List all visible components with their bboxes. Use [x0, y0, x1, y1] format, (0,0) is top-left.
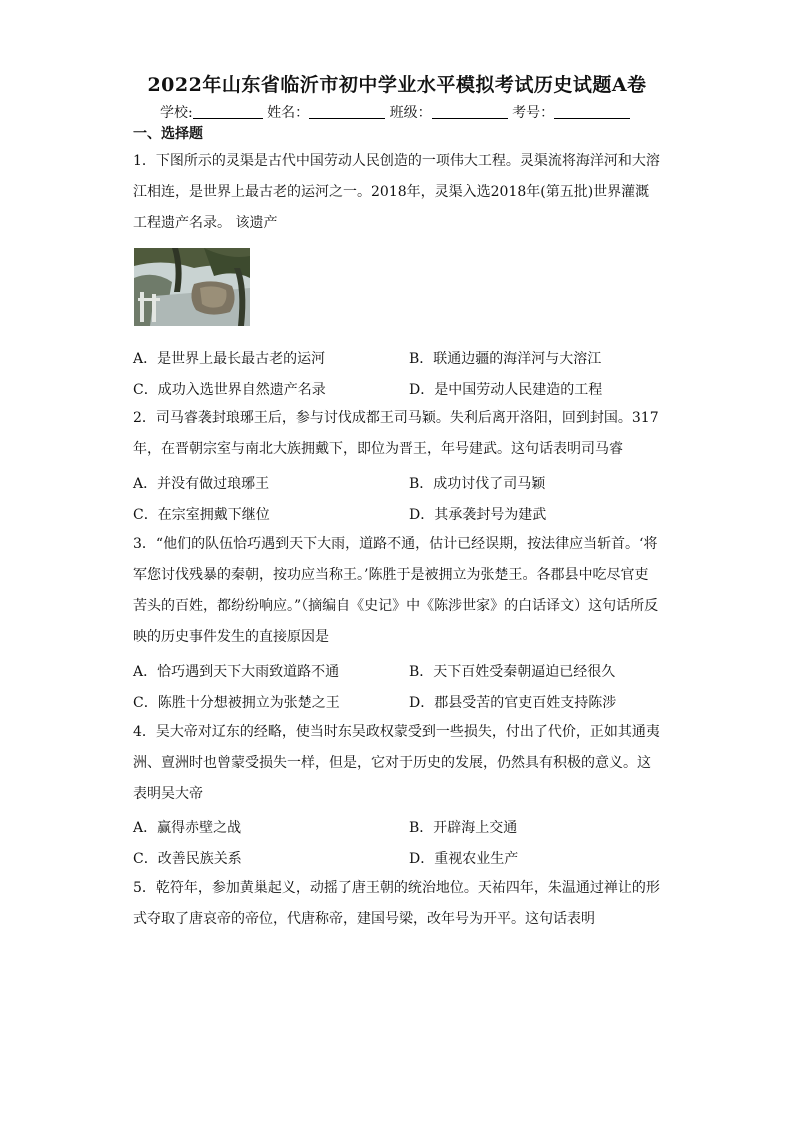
q2-option-a[interactable]: A．并没有做过琅琊王	[133, 476, 270, 492]
q4-option-b[interactable]: B．开辟海上交通	[409, 820, 518, 836]
q2-option-b[interactable]: B．成功讨伐了司马颖	[409, 476, 546, 492]
student-info-line	[160, 102, 630, 122]
q2-option-d[interactable]: D．其承袭封号为建武	[409, 507, 547, 523]
school-blank[interactable]	[193, 104, 263, 119]
school-label: 学校:	[160, 105, 193, 121]
q3-option-b[interactable]: B．天下百姓受秦朝逼迫已经很久	[409, 664, 616, 680]
question-2-stem: 2．司马睿袭封琅琊王后，参与讨伐成都王司马颖。失利后离开洛阳，回到封国。317年，在晋朝宗室与南北大族拥戴下，即位为晋王，年号建武。这句话表明司马睿	[133, 410, 659, 457]
q4-option-c[interactable]: C．改善民族关系	[133, 851, 242, 867]
class-label: 班级：	[389, 105, 432, 121]
q1-option-d[interactable]: D．是中国劳动人民建造的工程	[409, 382, 603, 398]
q3-option-c[interactable]: C．陈胜十分想被拥立为张楚之王	[133, 695, 340, 711]
canal-scene-image	[134, 248, 250, 326]
class-blank[interactable]	[432, 104, 508, 119]
q3-option-d[interactable]: D．郡县受苦的官吏百姓支持陈涉	[409, 695, 617, 711]
q1-option-c[interactable]: C．成功入选世界自然遗产名录	[133, 382, 326, 398]
q4-option-a[interactable]: A．赢得赤壁之战	[133, 820, 242, 836]
number-label: 考号：	[512, 105, 555, 121]
q2-option-c[interactable]: C．在宗室拥戴下继位	[133, 507, 270, 523]
name-label: 姓名：	[267, 105, 310, 121]
q1-option-a[interactable]: A．是世界上最长最古老的运河	[133, 351, 326, 367]
q4-option-d[interactable]: D．重视农业生产	[409, 851, 519, 867]
q3-option-a[interactable]: A．恰巧遇到天下大雨致道路不通	[133, 664, 340, 680]
name-blank[interactable]	[309, 104, 385, 119]
question-4-stem: 4．吴大帝对辽东的经略，使当时东吴政权蒙受到一些损失，付出了代价，正如其通夷洲、亶洲时也曾蒙受损失一样，但是，它对于历史的发展，仍然具有积极的意义。这表明吴大帝	[133, 724, 660, 802]
section-heading: 一、选择题	[133, 126, 203, 142]
question-5-stem: 5．乾符年，参加黄巢起义，动摇了唐王朝的统治地位。天祐四年，朱温通过禅让的形式夺取了唐哀帝的帝位，代唐称帝，建国号梁，改年号为开平。这句话表明	[133, 880, 660, 927]
lingqu-canal-photo	[134, 248, 250, 326]
question-3-stem: 3．“他们的队伍恰巧遇到天下大雨，道路不通，估计已经误期，按法律应当斩首。‘将军您讨伐残暴的秦朝，按功应当称王。’陈胜于是被拥立为张楚王。各郡县中吃尽官吏苦头的百姓，都纷纷响应。”（摘编自《史记》中《陈涉世家》的白话译文）这句话所反映的历史事件发生的直接原因是	[133, 536, 659, 645]
number-blank[interactable]	[554, 104, 630, 119]
q1-option-b[interactable]: B．联通边疆的海洋河与大溶江	[409, 351, 602, 367]
exam-title: 2022年山东省临沂市初中学业水平模拟考试历史试题A卷	[147, 74, 647, 96]
question-1-stem: 1．下图所示的灵渠是古代中国劳动人民创造的一项伟大工程。灵渠流将海洋河和大溶江相连，是世界上最古老的运河之一。2018年，灵渠入选2018年(第五批)世界灌溉工程遗产名录。 该遗产	[133, 153, 660, 231]
